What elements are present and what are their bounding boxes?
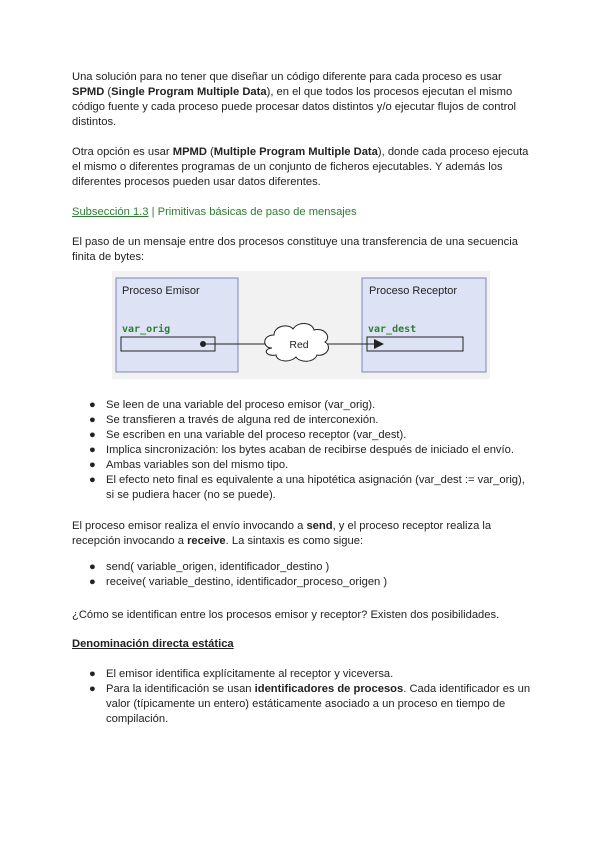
identification-question: ¿Cómo se identifican entre los procesos emisor y receptor? Existen dos posibilidades. bbox=[72, 609, 500, 621]
bullet-icon: ● bbox=[89, 561, 96, 573]
list-item bbox=[72, 443, 534, 458]
subsection-link[interactable]: Subsección 1.3 bbox=[72, 206, 149, 218]
list-item bbox=[72, 428, 534, 443]
emisor-title: Proceso Emisor bbox=[122, 285, 200, 297]
receptor-var-label: var_dest bbox=[368, 324, 417, 335]
bullet-icon: ● bbox=[89, 414, 96, 426]
list-item bbox=[72, 682, 534, 727]
list-item bbox=[72, 458, 534, 473]
spmd-term: SPMD bbox=[72, 86, 105, 98]
text-run: ), en el que todos los procesos ejecutan el mismo código fuente y cada proceso puede procesar datos distintos y/o ejecutar flujos de control distintos. bbox=[72, 86, 517, 128]
text-run: ( bbox=[104, 86, 112, 98]
list-item-text: receive( variable_destino, identificador_proceso_origen ) bbox=[106, 576, 388, 588]
subsection-title: | Primitivas básicas de paso de mensajes bbox=[148, 206, 357, 218]
bullet-icon: ● bbox=[89, 474, 96, 486]
process-identifiers-term: identificadores de procesos bbox=[254, 683, 404, 695]
list-item bbox=[72, 560, 534, 575]
list-item-text: Ambas variables son del mismo tipo. bbox=[106, 459, 289, 471]
message-passing-paragraph: El paso de un mensaje entre dos procesos constituye una transferencia de una secuencia finita de bytes: bbox=[72, 236, 518, 263]
list-item bbox=[72, 398, 534, 413]
message-passing-diagram bbox=[112, 271, 490, 379]
bullet-icon: ● bbox=[89, 444, 96, 456]
list-item-text: Se leen de una variable del proceso emisor (var_orig). bbox=[106, 399, 376, 411]
send-term: send bbox=[306, 520, 333, 532]
list-item-text: Se escriben en una variable del proceso receptor (var_dest). bbox=[106, 429, 407, 441]
list-item bbox=[72, 575, 534, 590]
text-run: , y el proceso receptor realiza la recepción invocando a bbox=[72, 520, 492, 547]
list-item-text: send( variable_origen, identificador_destino ) bbox=[106, 561, 330, 573]
text-run: ( bbox=[206, 146, 214, 158]
list-item-text: El emisor identifica explícitamente al receptor y viceversa. bbox=[106, 668, 394, 680]
bullet-icon: ● bbox=[89, 429, 96, 441]
bullet-icon: ● bbox=[89, 399, 96, 411]
mpmd-term: MPMD bbox=[172, 146, 207, 158]
text-run: . La sintaxis es como sigue: bbox=[225, 535, 364, 547]
list-item bbox=[72, 473, 534, 503]
text-run: Otra opción es usar bbox=[72, 146, 173, 158]
static-naming-list bbox=[72, 667, 534, 727]
cloud-label: Red bbox=[289, 339, 309, 351]
document-content bbox=[72, 70, 534, 727]
text-run: El proceso emisor realiza el envío invocando a bbox=[72, 520, 307, 532]
send-receive-paragraph bbox=[72, 519, 534, 549]
bullet-icon: ● bbox=[89, 576, 96, 588]
list-item bbox=[72, 667, 534, 682]
static-naming-heading: Denominación directa estática bbox=[72, 638, 234, 650]
list-item-text: El efecto neto final es equivalente a una hipotética asignación (var_dest := var_orig), si se pudiera hacer (no se puede). bbox=[106, 474, 525, 501]
text-run: Para la identificación se usan bbox=[106, 683, 255, 695]
spmd-expansion: Single Program Multiple Data bbox=[111, 86, 267, 98]
text-run: Una solución para no tener que diseñar un código diferente para cada proceso es usar bbox=[72, 71, 502, 83]
syntax-list bbox=[72, 560, 534, 590]
list-item-text: Implica sincronización: los bytes acaban de recibirse después de iniciado el envío. bbox=[106, 444, 514, 456]
spmd-paragraph bbox=[72, 70, 534, 130]
mpmd-expansion: Multiple Program Multiple Data bbox=[213, 146, 378, 158]
mpmd-paragraph bbox=[72, 145, 534, 190]
message-properties-list bbox=[72, 398, 534, 503]
list-item bbox=[72, 413, 534, 428]
receptor-title: Proceso Receptor bbox=[369, 285, 458, 297]
receive-term: receive bbox=[187, 535, 226, 547]
list-item-text: Se transfieren a través de alguna red de interconexión. bbox=[106, 414, 379, 426]
bullet-icon: ● bbox=[89, 683, 96, 695]
text-run: . Cada identificador es un valor (típicamente un entero) estáticamente asociado a un proceso en tiempo de compilación. bbox=[106, 683, 531, 725]
subsection-heading bbox=[72, 205, 534, 220]
bullet-icon: ● bbox=[89, 668, 96, 680]
text-run: ), donde cada proceso ejecuta el mismo o diferentes programas de un conjunto de ficheros ejecutables. Y además los diferentes procesos pueden usar datos diferentes. bbox=[72, 146, 529, 188]
emisor-var-label: var_orig bbox=[122, 324, 171, 335]
bullet-icon: ● bbox=[89, 459, 96, 471]
